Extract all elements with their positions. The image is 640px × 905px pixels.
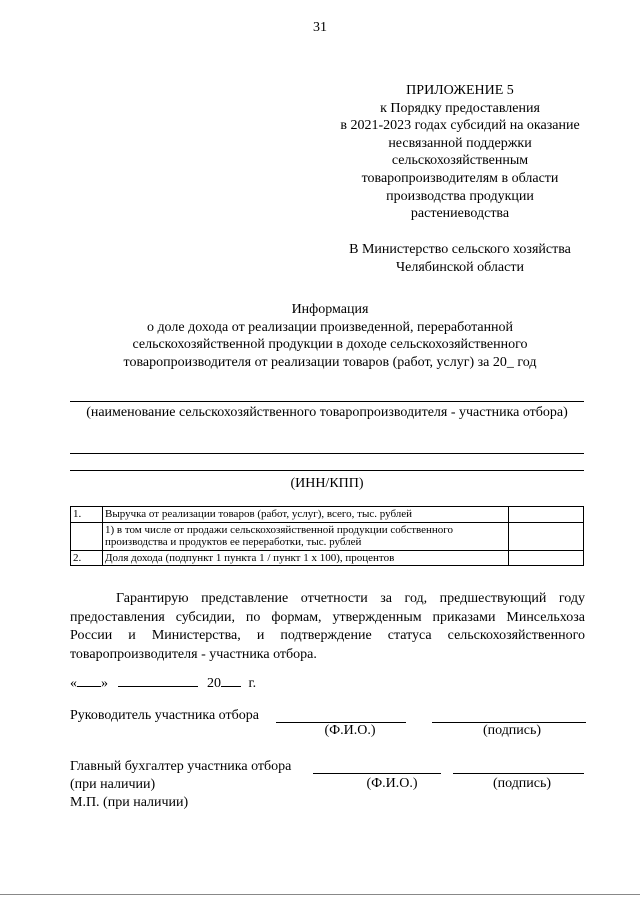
date-year-prefix: 20 <box>207 676 221 691</box>
appendix-line: растениеводства <box>410 206 510 222</box>
inn-caption: (ИНН/КПП) <box>290 476 364 491</box>
date-line <box>70 676 256 692</box>
appendix-title: ПРИЛОЖЕНИЕ 5 <box>406 83 514 98</box>
addressee-block <box>320 241 600 277</box>
income-table <box>70 506 584 566</box>
row-value[interactable] <box>509 550 584 566</box>
addressee-line: Челябинской области <box>396 260 524 275</box>
inn-line <box>70 470 584 471</box>
row-number: 1. <box>71 507 103 523</box>
head-sign-caption: (подпись) <box>482 723 542 738</box>
appendix-line: в 2021-2023 годах субсидий на оказание <box>340 118 580 134</box>
accountant-sign-caption: (подпись) <box>492 776 552 791</box>
row-text: Выручка от реализации товаров (работ, услуг), всего, тыс. рублей <box>103 507 509 523</box>
accountant-note: (при наличии) <box>70 777 156 792</box>
appendix-line: сельскохозяйственным <box>391 153 529 169</box>
appendix-line: несвязанной поддержки <box>388 135 532 151</box>
appendix-line: к Порядку предоставления <box>380 100 540 116</box>
row-text: 1) в том числе от продажи сельскохозяйственной продукции собственного производства и продуктов ее переработки, тыс. рублей <box>103 522 509 550</box>
date-close-quote: » <box>101 676 108 691</box>
date-year-field[interactable] <box>221 686 241 687</box>
guarantee-paragraph <box>70 590 585 664</box>
stamp-note: М.П. (при наличии) <box>70 795 189 810</box>
row-text: Доля дохода (подпункт 1 пункта 1 / пункт 1 х 100), процентов <box>103 550 509 566</box>
row-value[interactable] <box>509 507 584 523</box>
info-line: товаропроизводителя от реализации товаров (работ, услуг) за 20_ год <box>123 354 537 370</box>
guarantee-text: Гарантирую представление отчетности за год, предшествующий году предоставления субсидии, по формам, утвержденным приказами Минсельхоза России и Министерства, и подтверждение статуса сельскохозяйственного товаропроизводителя - участника отбора. <box>70 591 585 662</box>
date-suffix: г. <box>248 676 257 691</box>
head-fio-caption: (Ф.И.О.) <box>324 723 376 738</box>
table-row <box>71 522 584 550</box>
date-month-field[interactable] <box>118 686 198 687</box>
accountant-signature-label: Главный бухгалтер участника отбора <box>70 759 292 774</box>
appendix-block <box>320 82 600 223</box>
row-number: 2. <box>71 550 103 566</box>
row-number <box>71 522 103 550</box>
page-number: 31 <box>313 20 327 35</box>
info-heading <box>70 301 590 371</box>
table-row <box>71 550 584 566</box>
table-row <box>71 507 584 523</box>
row-value[interactable] <box>509 522 584 550</box>
name-line <box>70 401 584 402</box>
name-caption: (наименование сельскохозяйственного товаропроизводителя - участника отбора) <box>86 405 568 420</box>
info-line: сельскохозяйственной продукции в доходе сельскохозяйственного <box>132 337 528 352</box>
appendix-line: производства продукции <box>386 188 534 204</box>
date-day-field[interactable] <box>77 686 101 687</box>
info-line: о доле дохода от реализации произведенной, переработанной <box>146 319 514 335</box>
accountant-sign-line[interactable] <box>453 773 584 774</box>
info-title: Информация <box>291 302 369 317</box>
appendix-line: товаропроизводителям в области <box>361 170 559 186</box>
name-line-2 <box>70 453 584 454</box>
date-open-quote: « <box>70 676 77 691</box>
head-signature-label: Руководитель участника отбора <box>70 708 259 723</box>
accountant-fio-caption: (Ф.И.О.) <box>366 776 418 791</box>
addressee-line: В Министерство сельского хозяйства <box>349 242 571 257</box>
page-bottom-edge <box>0 894 640 895</box>
accountant-fio-line[interactable] <box>313 773 441 774</box>
